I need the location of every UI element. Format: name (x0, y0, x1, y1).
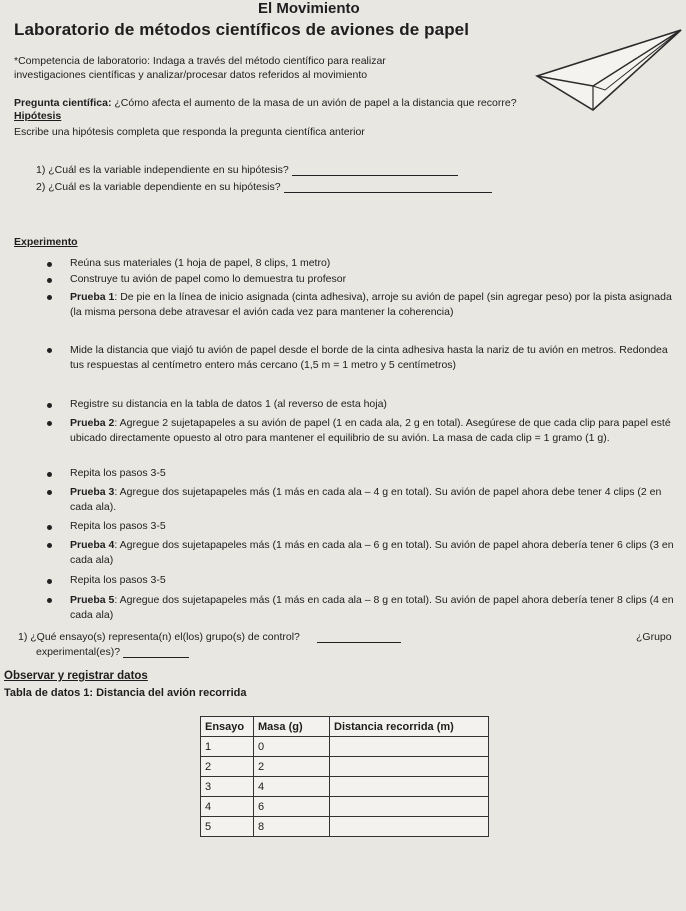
step-8 (70, 485, 680, 515)
hypothesis-question-1 (36, 164, 458, 176)
step-10-label: Prueba 4 (70, 539, 115, 551)
bullet (47, 579, 52, 584)
page-title: Laboratorio de métodos científicos de aviones de papel (14, 20, 470, 39)
table-row (201, 757, 489, 777)
table-row (201, 797, 489, 817)
mass-cell: 4 (254, 777, 330, 797)
bullet (47, 278, 52, 283)
table-header-row (201, 717, 489, 737)
q2-text: 2) ¿Cuál es la variable dependiente en su hipótesis? (36, 181, 281, 193)
hypothesis-instruction: Escribe una hipótesis completa que responda la pregunta científica anterior (14, 126, 365, 138)
distance-cell[interactable] (330, 797, 489, 817)
step-8-label: Prueba 3 (70, 486, 115, 498)
bullet (47, 348, 52, 353)
answer-line-2[interactable] (284, 182, 492, 193)
step-8-text: : Agregue dos sujetapapeles más (1 más en cada ala – 4 g en total). Su avión de papel ahora debe tener 4 clips (2 en cada ala). (70, 486, 662, 513)
answer-line-1[interactable] (292, 165, 458, 176)
q1-text: 1) ¿Cuál es la variable independiente en su hipótesis? (36, 164, 289, 176)
mass-cell: 8 (254, 817, 330, 837)
step-12 (70, 593, 680, 623)
question-label: Pregunta científica: (14, 97, 112, 109)
science-question (14, 97, 517, 109)
step-4: Mide la distancia que viajó tu avión de papel desde el borde de la cinta adhesiva hasta la nariz de tu avión en metros. Redondea tus respuestas al centímetro entero más cercano (1,5 m = 1 metro y 5 centímetros) (70, 344, 668, 371)
table-title: Tabla de datos 1: Distancia del avión recorrida (4, 687, 247, 699)
distance-cell[interactable] (330, 777, 489, 797)
control-question (18, 631, 401, 643)
bullet (47, 525, 52, 530)
column-header: Masa (g) (254, 717, 330, 737)
data-table (200, 716, 489, 837)
distance-cell[interactable] (330, 737, 489, 757)
bullet (47, 543, 52, 548)
distance-cell[interactable] (330, 757, 489, 777)
competency-line-2: investigaciones científicas y analizar/procesar datos referidos al movimiento (14, 69, 368, 81)
step-7: Repita los pasos 3-5 (70, 467, 166, 479)
step-10 (70, 538, 680, 568)
step-6-text: : Agregue 2 sujetapapeles a su avión de papel (1 en cada ala, 2 g en total). Asegúrese de que cada clip para papel esté ubicado directamente opuesto al otro para mantener el equilibrio de su avión. La masa de cada clip = 1 gramo (1 g). (70, 417, 671, 444)
control-answer-line[interactable] (317, 632, 401, 643)
bullet (47, 490, 52, 495)
trial-cell: 2 (201, 757, 254, 777)
step-9: Repita los pasos 3-5 (70, 520, 166, 532)
experiment-heading: Experimento (14, 236, 78, 248)
paper-plane-icon (535, 28, 685, 118)
trial-cell: 3 (201, 777, 254, 797)
step-5: Registre su distancia en la tabla de datos 1 (al reverso de esta hoja) (70, 398, 387, 410)
step-1: Reúna sus materiales (1 hoja de papel, 8 clips, 1 metro) (70, 257, 331, 269)
bullet (47, 403, 52, 408)
trial-cell: 4 (201, 797, 254, 817)
bullet (47, 295, 52, 300)
step-10-text: : Agregue dos sujetapapeles más (1 más en cada ala – 6 g en total). Su avión de papel ahora debería tener 6 clips (3 en cada ala) (70, 539, 674, 566)
step-12-text: : Agregue dos sujetapapeles más (1 más en cada ala – 8 g en total). Su avión de papel ahora debería tener 8 clips (4 en cada ala) (70, 594, 674, 621)
mass-cell: 0 (254, 737, 330, 757)
hypothesis-heading: Hipótesis (14, 110, 62, 122)
bullet (47, 421, 52, 426)
column-header: Ensayo (201, 717, 254, 737)
trial-cell: 1 (201, 737, 254, 757)
step-3 (70, 290, 680, 320)
trial-cell: 5 (201, 817, 254, 837)
step-3-label: Prueba 1 (70, 291, 115, 303)
table-row (201, 777, 489, 797)
mass-cell: 2 (254, 757, 330, 777)
step-11: Repita los pasos 3-5 (70, 574, 166, 586)
experimental-question-end (36, 646, 189, 658)
question-text: ¿Cómo afecta el aumento de la masa de un avión de papel a la distancia que recorre? (114, 97, 517, 109)
column-header: Distancia recorrida (m) (330, 717, 489, 737)
experimental-question-start: ¿Grupo (636, 631, 672, 643)
table-row (201, 737, 489, 757)
competency-line-1: *Competencia de laboratorio: Indaga a través del método científico para realizar (14, 55, 386, 67)
bullet (47, 598, 52, 603)
step-2: Construye tu avión de papel como lo demuestra tu profesor (70, 273, 347, 285)
bullet (47, 262, 52, 267)
step-12-label: Prueba 5 (70, 594, 115, 606)
table-row (201, 817, 489, 837)
step-6 (70, 416, 680, 446)
control-question-text: 1) ¿Qué ensayo(s) representa(n) el(los) grupo(s) de control? (18, 631, 300, 643)
unit-title: El Movimiento (258, 0, 360, 17)
observe-heading: Observar y registrar datos (4, 670, 148, 682)
experimental-question-text: experimental(es)? (36, 646, 121, 658)
hypothesis-question-2 (36, 181, 492, 193)
bullet (47, 472, 52, 477)
step-3-text: : De pie en la línea de inicio asignada (cinta adhesiva), arroje su avión de papel (sin agregar peso) por la pista asignada (la misma persona debe atravesar el avión cada vez para mantener la coherencia) (70, 291, 672, 318)
mass-cell: 6 (254, 797, 330, 817)
step-6-label: Prueba 2 (70, 417, 115, 429)
distance-cell[interactable] (330, 817, 489, 837)
experimental-answer-line[interactable] (123, 647, 189, 658)
